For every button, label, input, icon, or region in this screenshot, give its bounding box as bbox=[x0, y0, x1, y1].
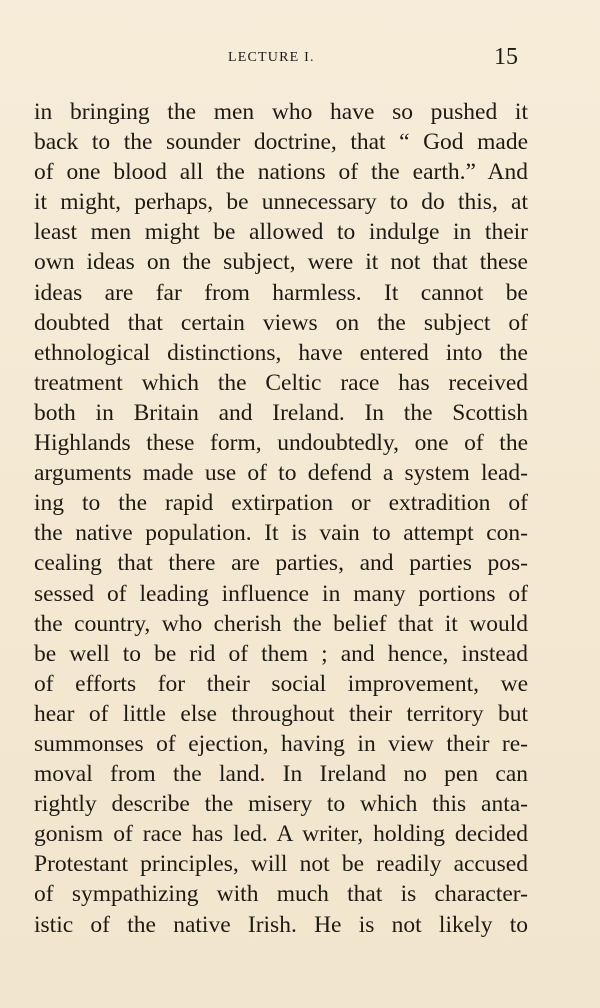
running-header bbox=[0, 44, 600, 74]
text-line: Highlands these form, undoubtedly, one of the bbox=[34, 430, 528, 457]
text-line: moval from the land. In Ireland no pen can bbox=[34, 761, 528, 788]
text-line: of efforts for their social improvement, we bbox=[34, 670, 528, 697]
text-line: ing to the rapid extirpation or extradition of bbox=[34, 490, 528, 517]
text-line: the country, who cherish the belief that it would bbox=[34, 610, 528, 637]
text-line: doubted that certain views on the subject of bbox=[34, 309, 528, 336]
text-line: both in Britain and Ireland. In the Scottish bbox=[34, 399, 528, 426]
text-line: sessed of leading influence in many portions of bbox=[34, 580, 528, 607]
text-line: in bringing the men who have so pushed it bbox=[34, 99, 528, 125]
text-line: own ideas on the subject, were it not that these bbox=[34, 249, 528, 276]
text-line: treatment which the Celtic race has received bbox=[34, 369, 528, 396]
text-line: arguments made use of to defend a system lead- bbox=[34, 460, 528, 487]
text-line: the native population. It is vain to attempt con- bbox=[34, 520, 528, 547]
text-line: istic of the native Irish. He is not likely to bbox=[34, 911, 528, 938]
text-line: least men might be allowed to indulge in their bbox=[34, 219, 528, 246]
text-line: it might, perhaps, be unnecessary to do this, at bbox=[34, 189, 528, 216]
text-line: hear of little else throughout their territory but bbox=[34, 700, 528, 727]
text-line: Protestant principles, will not be readily accused bbox=[34, 851, 528, 878]
text-line: rightly describe the misery to which this anta- bbox=[34, 791, 528, 818]
text-line: ethnological distinctions, have entered into the bbox=[34, 339, 528, 366]
text-line: cealing that there are parties, and parties pos- bbox=[34, 550, 528, 577]
text-line: ideas are far from harmless. It cannot be bbox=[34, 279, 528, 306]
running-title: LECTURE I. bbox=[228, 50, 315, 65]
text-line: be well to be rid of them ; and hence, instead bbox=[34, 640, 528, 667]
body-text bbox=[34, 97, 528, 940]
text-line: of sympathizing with much that is character- bbox=[34, 881, 528, 908]
page-number: 15 bbox=[494, 44, 518, 70]
text-line: gonism of race has led. A writer, holding decided bbox=[34, 821, 528, 848]
text-line: of one blood all the nations of the earth.” And bbox=[34, 159, 528, 186]
text-line: back to the sounder doctrine, that “ God made bbox=[34, 129, 528, 156]
text-line: summonses of ejection, having in view their re- bbox=[34, 730, 528, 757]
